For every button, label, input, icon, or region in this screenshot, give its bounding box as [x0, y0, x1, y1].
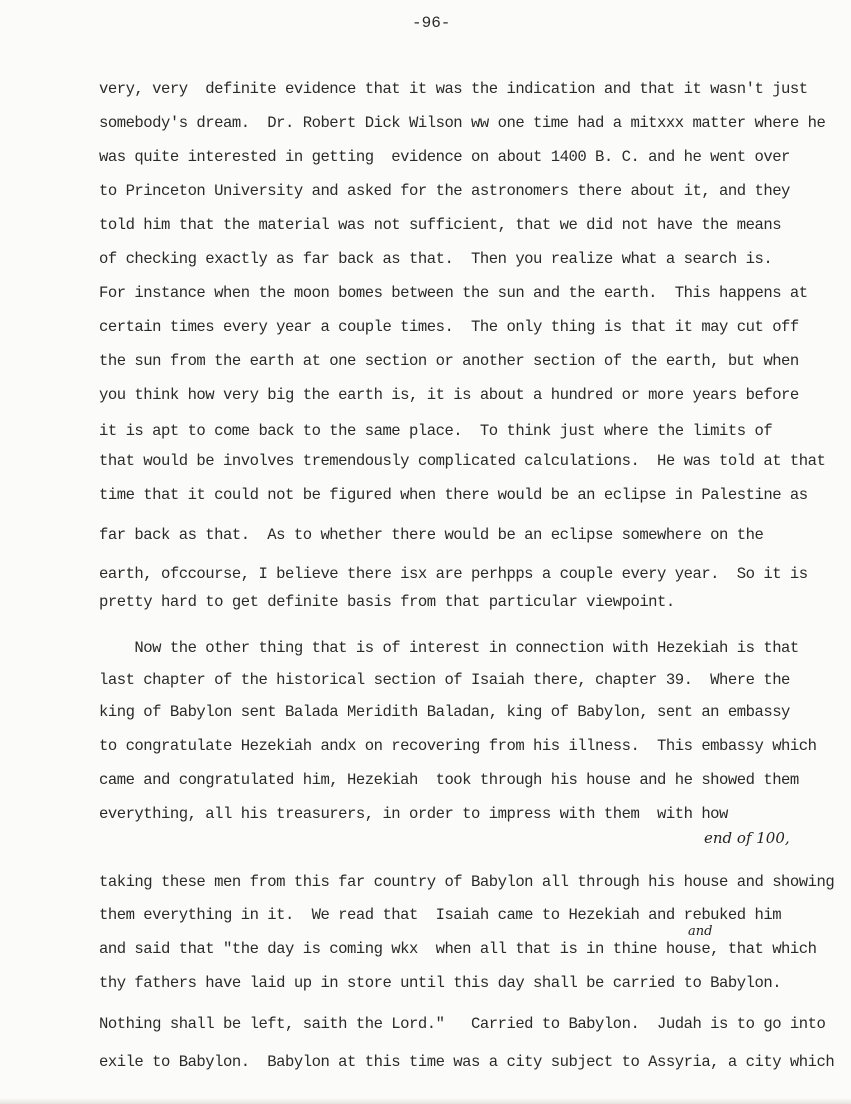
text-line: king of Babylon sent Balada Meridith Baladan, king of Babylon, sent an embassy	[99, 703, 790, 721]
text-line: very, very definite evidence that it was the indication and that it wasn't just	[99, 80, 808, 98]
text-line: somebody's dream. Dr. Robert Dick Wilson ww one time had a mitxxx matter where he	[99, 114, 826, 132]
page-edge	[0, 1098, 851, 1104]
text-line: earth, ofccourse, I believe there isx are perhpps a couple every year. So it is	[99, 565, 808, 583]
page-number: -96-	[412, 14, 451, 32]
text-line: taking these men from this far country of Babylon all through his house and showing	[99, 873, 835, 891]
text-line: time that it could not be figured when there would be an eclipse in Palestine as	[99, 486, 808, 504]
text-line: told him that the material was not sufficient, that we did not have the means	[99, 216, 782, 234]
text-line: certain times every year a couple times. The only thing is that it may cut off	[99, 318, 799, 336]
text-line: and said that "the day is coming wkx when all that is in thine house, that which	[99, 940, 817, 958]
text-line: that would be involves tremendously complicated calculations. He was told at that	[99, 452, 826, 470]
text-line: to congratulate Hezekiah andx on recovering from his illness. This embassy which	[99, 737, 817, 755]
text-line: came and congratulated him, Hezekiah took through his house and he showed them	[99, 771, 799, 789]
text-line: pretty hard to get definite basis from that particular viewpoint.	[99, 593, 675, 611]
text-line: of checking exactly as far back as that. Then you realize what a search is.	[99, 250, 773, 268]
text-line: For instance when the moon bomes between the sun and the earth. This happens at	[99, 284, 808, 302]
text-line: far back as that. As to whether there would be an eclipse somewhere on the	[99, 526, 764, 544]
text-line: last chapter of the historical section of Isaiah there, chapter 39. Where the	[99, 671, 790, 689]
text-line: was quite interested in getting evidence on about 1400 B. C. and he went over	[99, 148, 790, 166]
text-line: everything, all his treasurers, in order to impress with them with how	[99, 805, 728, 823]
handwritten-insert: and	[688, 924, 713, 939]
text-line: the sun from the earth at one section or another section of the earth, but when	[99, 352, 799, 370]
text-line: it is apt to come back to the same place. To think just where the limits of	[99, 422, 773, 440]
text-line: them everything in it. We read that Isaiah came to Hezekiah and rebuked him	[99, 906, 782, 924]
text-line: to Princeton University and asked for the astronomers there about it, and they	[99, 182, 790, 200]
text-line: exile to Babylon. Babylon at this time was a city subject to Assyria, a city which	[99, 1053, 835, 1071]
text-line: Now the other thing that is of interest in connection with Hezekiah is that	[99, 639, 799, 657]
text-line: Nothing shall be left, saith the Lord." Carried to Babylon. Judah is to go into	[99, 1015, 826, 1033]
text-line: thy fathers have laid up in store until this day shall be carried to Babylon.	[99, 974, 782, 992]
handwritten-note: end of 100,	[704, 829, 790, 847]
text-line: you think how very big the earth is, it is about a hundred or more years before	[99, 386, 799, 404]
